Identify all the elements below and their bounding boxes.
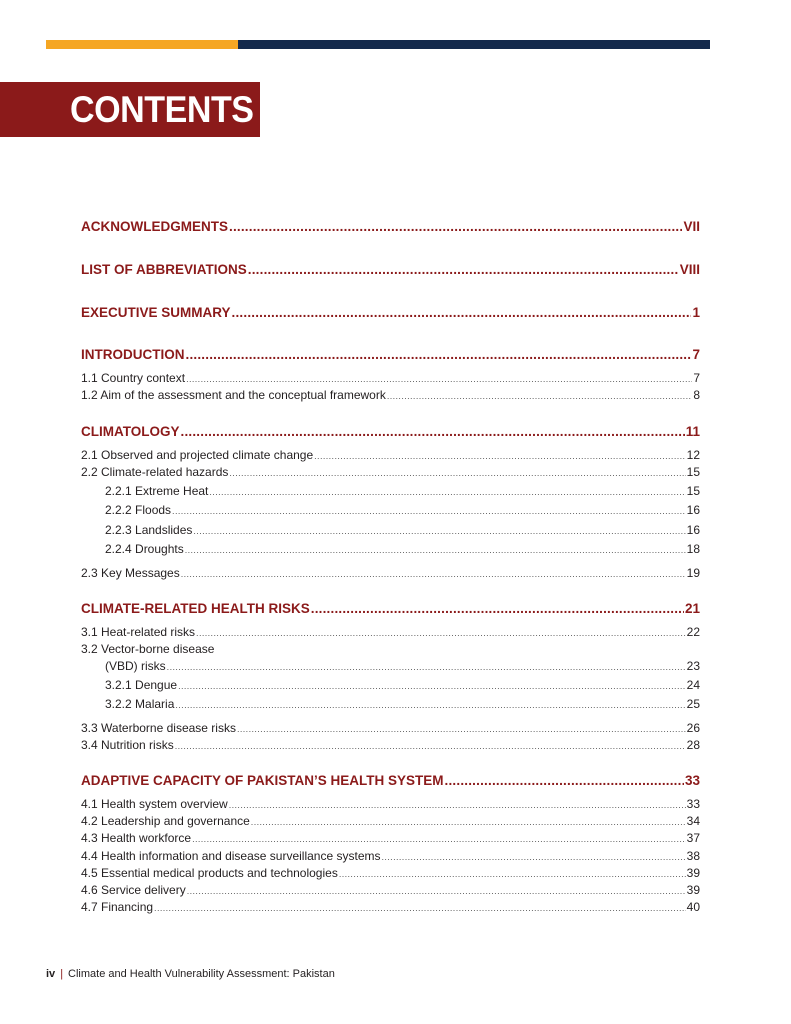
page-footer [46,968,335,980]
toc-label: 3.2 Vector-borne disease [81,642,215,656]
toc-label: 4.7 Financing [81,900,154,914]
toc-label: 4.6 Service delivery [81,883,186,897]
toc-label: 3.1 Heat-related risks [81,625,196,639]
toc-label: 2.2.4 Droughts [105,542,184,556]
toc-label: 4.2 Leadership and governance [81,814,250,828]
toc-page: 21 [684,601,700,616]
toc-page: 26 [686,721,700,735]
toc-entry[interactable] [81,387,700,403]
toc-page: 15 [686,484,700,498]
toc-page: 16 [686,503,700,517]
toc-page: 19 [686,566,700,580]
toc-heading-adaptive-capacity[interactable] [81,772,700,790]
toc-page: 15 [686,465,700,479]
toc-label: 2.2 Climate-related hazards [81,465,229,479]
toc-entry[interactable] [81,899,700,915]
toc-page: 33 [686,797,700,811]
toc-entry[interactable] [81,624,700,640]
toc-page: 7 [692,347,700,362]
toc-entry[interactable] [81,813,700,829]
toc-entry[interactable] [81,848,700,864]
toc-heading-executive-summary[interactable] [81,304,700,322]
toc-page: 23 [686,659,700,673]
toc-page: 40 [686,900,700,914]
toc-page: 38 [686,849,700,863]
toc-entry-continuation[interactable] [81,658,700,674]
toc-label: CLIMATOLOGY [81,424,180,439]
toc-entry[interactable] [81,370,700,386]
toc-label: 4.4 Health information and disease surveillance systems [81,849,381,863]
toc-page: 24 [686,678,700,692]
toc-subentry[interactable] [81,541,700,557]
toc-page: 39 [686,883,700,897]
toc-entry[interactable] [81,464,700,480]
toc-label: 4.1 Health system overview [81,797,228,811]
toc-label: 1.1 Country context [81,371,186,385]
toc-entry[interactable] [81,796,700,812]
title-banner [0,82,260,137]
toc-label: 4.5 Essential medical products and technologies [81,866,338,880]
toc-label: 2.2.2 Floods [105,503,172,517]
toc-subentry[interactable] [81,483,700,499]
toc-heading-abbreviations[interactable] [81,261,700,279]
toc-subentry[interactable] [81,677,700,693]
toc-label: 2.2.3 Landslides [105,523,193,537]
toc-label: 2.3 Key Messages [81,566,180,580]
page-title: CONTENTS [70,88,254,130]
toc-page: VIII [679,262,700,277]
toc-page: 28 [686,738,700,752]
toc-entry[interactable] [81,447,700,463]
toc-label: 1.2 Aim of the assessment and the conceptual framework [81,388,386,402]
toc-page: VII [683,219,700,234]
toc-subentry[interactable] [81,522,700,538]
toc-heading-climatology[interactable] [81,423,700,441]
toc-page: 22 [686,625,700,639]
header-bar-yellow [46,40,238,49]
toc-label: (VBD) risks [105,659,166,673]
toc-label: CLIMATE-RELATED HEALTH RISKS [81,601,310,616]
toc-subentry[interactable] [81,696,700,712]
toc-label: 3.2.2 Malaria [105,697,175,711]
toc-entry[interactable] [81,882,700,898]
toc-page: 34 [686,814,700,828]
toc-label: 3.2.1 Dengue [105,678,178,692]
toc-heading-health-risks[interactable] [81,600,700,618]
toc-label: LIST OF ABBREVIATIONS [81,262,247,277]
toc-entry[interactable] [81,720,700,736]
toc-label: EXECUTIVE SUMMARY [81,305,231,320]
toc-page: 33 [684,773,700,788]
toc-label: INTRODUCTION [81,347,185,362]
toc-entry[interactable] [81,865,700,881]
toc-entry[interactable] [81,565,700,581]
toc-page: 1 [692,305,700,320]
toc-entry[interactable] [81,737,700,753]
footer-document-title: Climate and Health Vulnerability Assessment: Pakistan [68,968,335,980]
toc-entry[interactable] [81,830,700,846]
toc-label: 3.4 Nutrition risks [81,738,174,752]
toc-label: ACKNOWLEDGMENTS [81,219,228,234]
toc-page: 7 [693,371,700,385]
toc-subentry[interactable] [81,502,700,518]
header-bar-navy [238,40,710,49]
toc-label: 3.3 Waterborne disease risks [81,721,236,735]
toc-page: 8 [693,388,700,402]
toc-page: 12 [686,448,700,462]
toc-page: 18 [686,542,700,556]
toc-heading-acknowledgments[interactable] [81,218,700,236]
toc-label: 2.1 Observed and projected climate change [81,448,314,462]
toc-entry[interactable] [81,641,700,657]
toc-page: 11 [685,424,700,439]
toc-page: 16 [686,523,700,537]
footer-separator: | [60,968,64,980]
toc-page: 37 [686,831,700,845]
toc-page: 39 [686,866,700,880]
toc-label: 4.3 Health workforce [81,831,192,845]
toc-label: 2.2.1 Extreme Heat [105,484,209,498]
toc-page: 25 [686,697,700,711]
toc-heading-introduction[interactable] [81,346,700,364]
toc-label: ADAPTIVE CAPACITY OF PAKISTAN’S HEALTH SYSTEM [81,773,444,788]
footer-page-number: iv [46,968,56,980]
